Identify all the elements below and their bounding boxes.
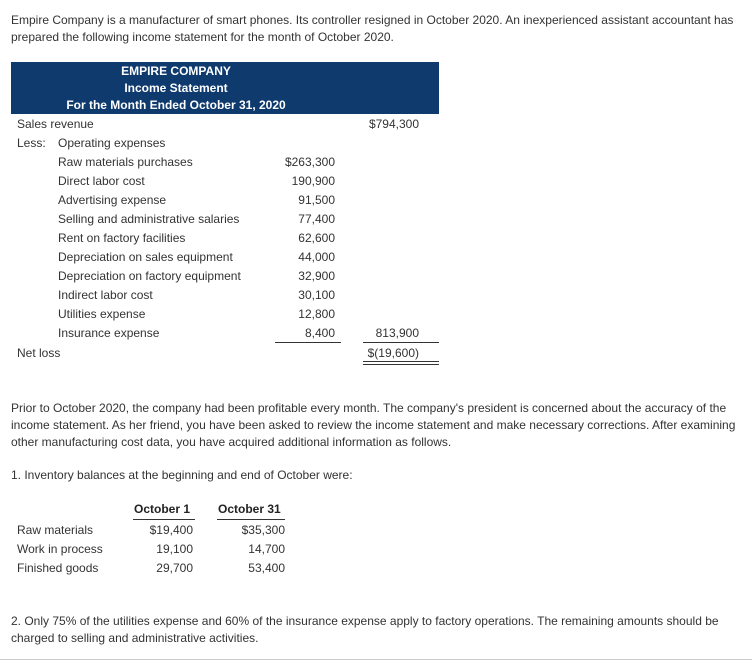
statement-title: Income Statement	[124, 81, 228, 95]
net-double-underline	[363, 364, 439, 365]
sales-label: Sales revenue	[17, 117, 94, 131]
total-underline	[363, 342, 439, 343]
expense-amount: 8,400	[304, 326, 335, 340]
header-underline	[133, 519, 195, 520]
expense-label: Raw materials purchases	[58, 155, 193, 169]
expense-amount: 12,800	[298, 307, 335, 321]
expense-row	[11, 324, 441, 343]
expense-amount: 62,600	[298, 231, 335, 245]
header-underline	[217, 519, 285, 520]
expense-label: Selling and administrative salaries	[58, 212, 240, 226]
expense-label: Rent on factory facilities	[58, 231, 186, 245]
net-loss-label: Net loss	[17, 346, 61, 360]
expense-amount: 91,500	[298, 193, 335, 207]
opex-row	[11, 134, 441, 153]
expense-label: Insurance expense	[58, 326, 160, 340]
sales-row	[11, 115, 441, 134]
expense-label: Utilities expense	[58, 307, 146, 321]
expenses-underline	[275, 342, 341, 343]
less-label: Less:	[17, 136, 46, 150]
total-expenses-amount: 813,900	[375, 326, 419, 340]
row-label: Work in process	[17, 542, 103, 556]
statement-header	[11, 62, 439, 114]
row-label: Raw materials	[17, 523, 94, 537]
expense-row	[11, 305, 441, 324]
expense-row	[11, 172, 441, 191]
income-statement	[11, 62, 441, 372]
expense-row	[11, 286, 441, 305]
expense-amount: 44,000	[298, 250, 335, 264]
item-1-text: 1. Inventory balances at the beginning and end of October were:	[11, 468, 353, 482]
october-31-value: $35,300	[241, 523, 285, 537]
expense-amount: $263,300	[284, 155, 335, 169]
expense-label: Depreciation on factory equipment	[58, 269, 241, 283]
table-row	[11, 559, 301, 578]
october-1-value: 29,700	[156, 561, 193, 575]
column-header-october-1: October 1	[134, 502, 191, 516]
table-row	[11, 540, 301, 559]
expense-label: Direct labor cost	[58, 174, 145, 188]
expense-label: Advertising expense	[58, 193, 167, 207]
expense-row	[11, 267, 441, 286]
expense-row	[11, 229, 441, 248]
expense-row	[11, 248, 441, 267]
expense-row	[11, 153, 441, 172]
net-loss-amount: $(19,600)	[367, 346, 419, 360]
row-label: Finished goods	[17, 561, 99, 575]
expense-row	[11, 191, 441, 210]
expense-amount: 190,900	[291, 174, 335, 188]
prior-paragraph: Prior to October 2020, the company had been profitable every month. The company's president is concerned about the accuracy of the income statement. As her friend, you have been asked to review the income statement and make necessary corrections. After examining other manufacturing cost data, you have acquired additional information as follows.	[11, 401, 736, 449]
october-1-value: 19,100	[156, 542, 193, 556]
expense-row	[11, 210, 441, 229]
net-double-underline	[363, 361, 439, 362]
bottom-divider	[0, 659, 752, 660]
october-1-value: $19,400	[149, 523, 193, 537]
column-header-october-31: October 31	[218, 502, 281, 516]
item-2-text: 2. Only 75% of the utilities expense and 60% of the insurance expense apply to factory operations. The remaining amounts should be charged to selling and administrative activities.	[11, 614, 719, 645]
expense-amount: 77,400	[298, 212, 335, 226]
opex-label: Operating expenses	[58, 136, 166, 150]
october-31-value: 14,700	[248, 542, 285, 556]
inventory-table	[11, 500, 301, 580]
october-31-value: 53,400	[248, 561, 285, 575]
expense-label: Depreciation on sales equipment	[58, 250, 233, 264]
expense-amount: 32,900	[298, 269, 335, 283]
statement-period: For the Month Ended October 31, 2020	[66, 98, 286, 112]
sales-amount: $794,300	[368, 117, 419, 131]
expense-amount: 30,100	[298, 288, 335, 302]
company-name: EMPIRE COMPANY	[121, 64, 231, 78]
table-row	[11, 521, 301, 540]
expense-label: Indirect labor cost	[58, 288, 153, 302]
intro-paragraph: Empire Company is a manufacturer of smart phones. Its controller resigned in October 2020. An inexperienced assistant accountant has prepared the following income statement for the month of October 2020.	[11, 13, 734, 44]
